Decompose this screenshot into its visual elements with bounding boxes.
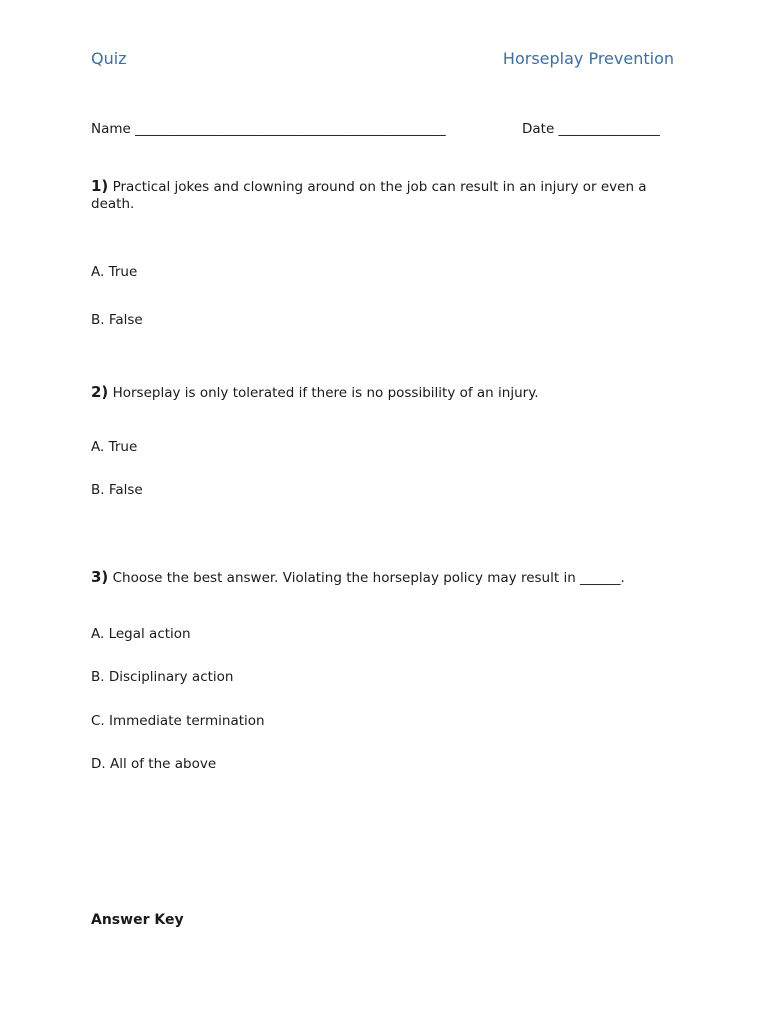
question-3-option-a: A. Legal action — [91, 626, 191, 642]
question-1-text: Practical jokes and clowning around on the job can result in an injury or even a death. — [91, 179, 647, 212]
question-1 — [91, 178, 681, 213]
date-field: Date _______________ — [522, 121, 660, 137]
question-2-option-a: A. True — [91, 439, 138, 455]
question-2-number: 2) — [91, 383, 109, 401]
question-1-number: 1) — [91, 177, 109, 195]
question-3-number: 3) — [91, 568, 109, 586]
question-3-option-d: D. All of the above — [91, 756, 217, 772]
question-2-option-b: B. False — [91, 482, 143, 498]
question-1-option-a: A. True — [91, 264, 138, 280]
question-3-option-b: B. Disciplinary action — [91, 669, 234, 685]
header-title: Horseplay Prevention — [502, 49, 674, 68]
question-3-option-c: C. Immediate termination — [91, 713, 265, 729]
question-2-text: Horseplay is only tolerated if there is no possibility of an injury. — [112, 385, 539, 401]
answer-key-heading: Answer Key — [91, 912, 184, 928]
question-3 — [91, 569, 681, 587]
name-field: Name ______________________________________________ — [91, 121, 446, 137]
question-2 — [91, 384, 681, 402]
question-3-text: Choose the best answer. Violating the horseplay policy may result in ______. — [112, 570, 625, 586]
question-1-option-b: B. False — [91, 312, 143, 328]
header-quiz-label: Quiz — [91, 49, 127, 68]
